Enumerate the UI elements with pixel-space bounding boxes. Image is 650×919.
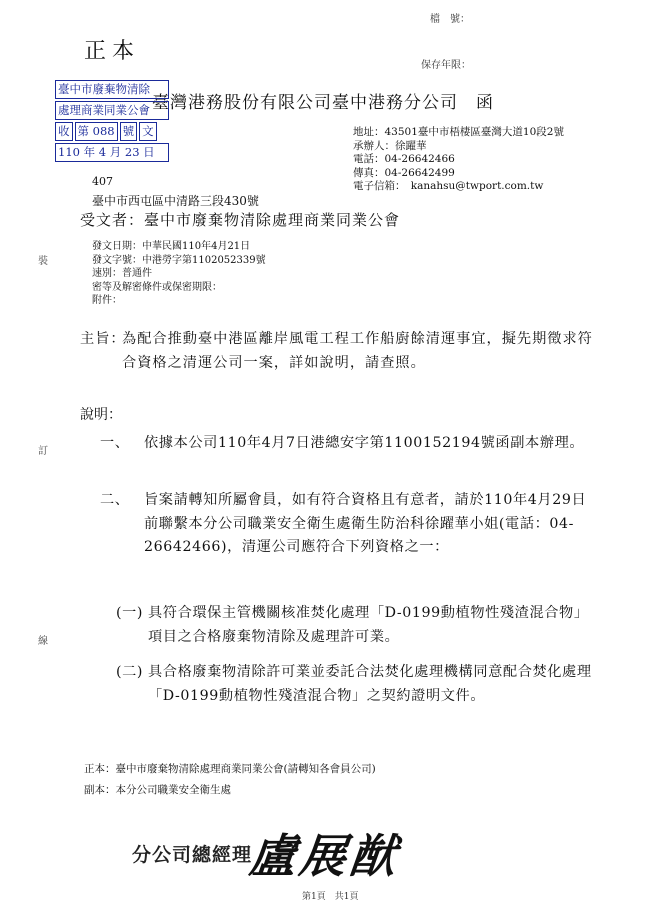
recipient-zip: 407 <box>92 175 113 188</box>
recipient-address: 臺中市西屯區中清路三段430號 <box>92 194 259 208</box>
stamp-line-1: 臺中市廢棄物清除 <box>55 80 169 99</box>
page-number: 第1頁 共1頁 <box>302 892 359 902</box>
distribution-copy: 副本：本分公司職業安全衛生處 <box>84 784 231 796</box>
contact-phone: 電話：04-26642466 <box>353 153 455 165</box>
description-item <box>100 489 600 560</box>
meta-speed: 速別：普通件 <box>92 268 152 279</box>
description-item <box>100 432 600 456</box>
subject-block <box>80 328 600 375</box>
contact-address: 地址：43501臺中市梧棲區臺灣大道10段2號 <box>353 126 564 138</box>
manager-signature-seal: 盧展猷 <box>246 829 403 883</box>
stamp-receipt-number <box>55 122 169 141</box>
recipient-line: 受文者：臺中市廢棄物清除處理商業同業公會 <box>80 211 401 229</box>
binding-mark-xian: 線 <box>38 636 48 647</box>
manager-title: 分公司總經理 <box>132 844 253 866</box>
description-subitem <box>116 661 600 708</box>
stamp-recv-mark: 文 <box>139 122 157 141</box>
file-number-label: 檔 號： <box>430 14 470 25</box>
stamp-recv-label: 收 <box>55 122 73 141</box>
contact-handler: 承辦人：徐躍華 <box>353 139 427 152</box>
binding-mark-zhuang: 裝 <box>38 256 48 267</box>
subitem-number: (一) <box>116 605 144 621</box>
item-number: 一、 <box>100 435 130 451</box>
meta-date: 發文日期：中華民國110年4月21日 <box>92 241 251 252</box>
document-meta <box>92 240 266 308</box>
organization-title: 臺灣港務股份有限公司臺中港務分公司 函 <box>152 93 494 113</box>
item-text: 依據本公司110年4月7日港總安字第1100152194號函副本辦理。 <box>144 435 585 451</box>
meta-classification: 密等及解密條件或保密期限： <box>92 281 222 293</box>
received-stamp <box>55 80 169 166</box>
subject-text: 為配合推動臺中港區離岸風電工程工作船廚餘清運事宜，擬先期徵求符合資格之清運公司一案，詳如說明，請查照。 <box>122 331 593 371</box>
stamp-recv-no: 第 088 <box>75 122 118 141</box>
binding-mark-ding: 訂 <box>38 446 48 457</box>
stamp-receipt-date: 110 年 4 月 23 日 <box>55 143 169 162</box>
subitem-number: (二) <box>116 664 144 680</box>
meta-doc-no: 發文字號：中港勞字第1102052339號 <box>92 254 266 266</box>
stamp-line-2: 處理商業同業公會 <box>55 101 169 120</box>
meta-attachment: 附件： <box>92 295 122 306</box>
item-text: 旨案請轉知所屬會員，如有符合資格且有意者，請於110年4月29日前聯繫本分公司職業安全衛生處衛生防治科徐躍華小姐(電話：04-26642466)，清運公司應符合下列資格之一： <box>144 492 587 555</box>
subject-label: 主旨： <box>80 331 126 347</box>
distribution-original: 正本：臺中市廢棄物清除處理商業同業公會(請轉知各會員公司) <box>84 763 376 775</box>
stamp-recv-unit: 號 <box>120 122 138 141</box>
item-number: 二、 <box>100 492 130 508</box>
subitem-text: 具符合環保主管機關核准焚化處理「D-0199動植物性殘渣混合物」項目之合格廢棄物清除及處理許可業。 <box>148 605 589 645</box>
contact-block <box>353 126 564 194</box>
retention-label: 保存年限： <box>421 60 471 71</box>
description-subitem <box>116 602 600 649</box>
copy-type-mark: 正本 <box>84 39 141 64</box>
contact-fax: 傳真：04-26642499 <box>353 166 455 179</box>
contact-email: 電子信箱： kanahsu@twport.com.tw <box>353 180 544 192</box>
subitem-text: 具合格廢棄物清除許可業並委託合法焚化處理機構同意配合焚化處理「D-0199動植物性殘渣混合物」之契約證明文件。 <box>148 664 592 704</box>
description-label: 說明： <box>80 407 122 423</box>
